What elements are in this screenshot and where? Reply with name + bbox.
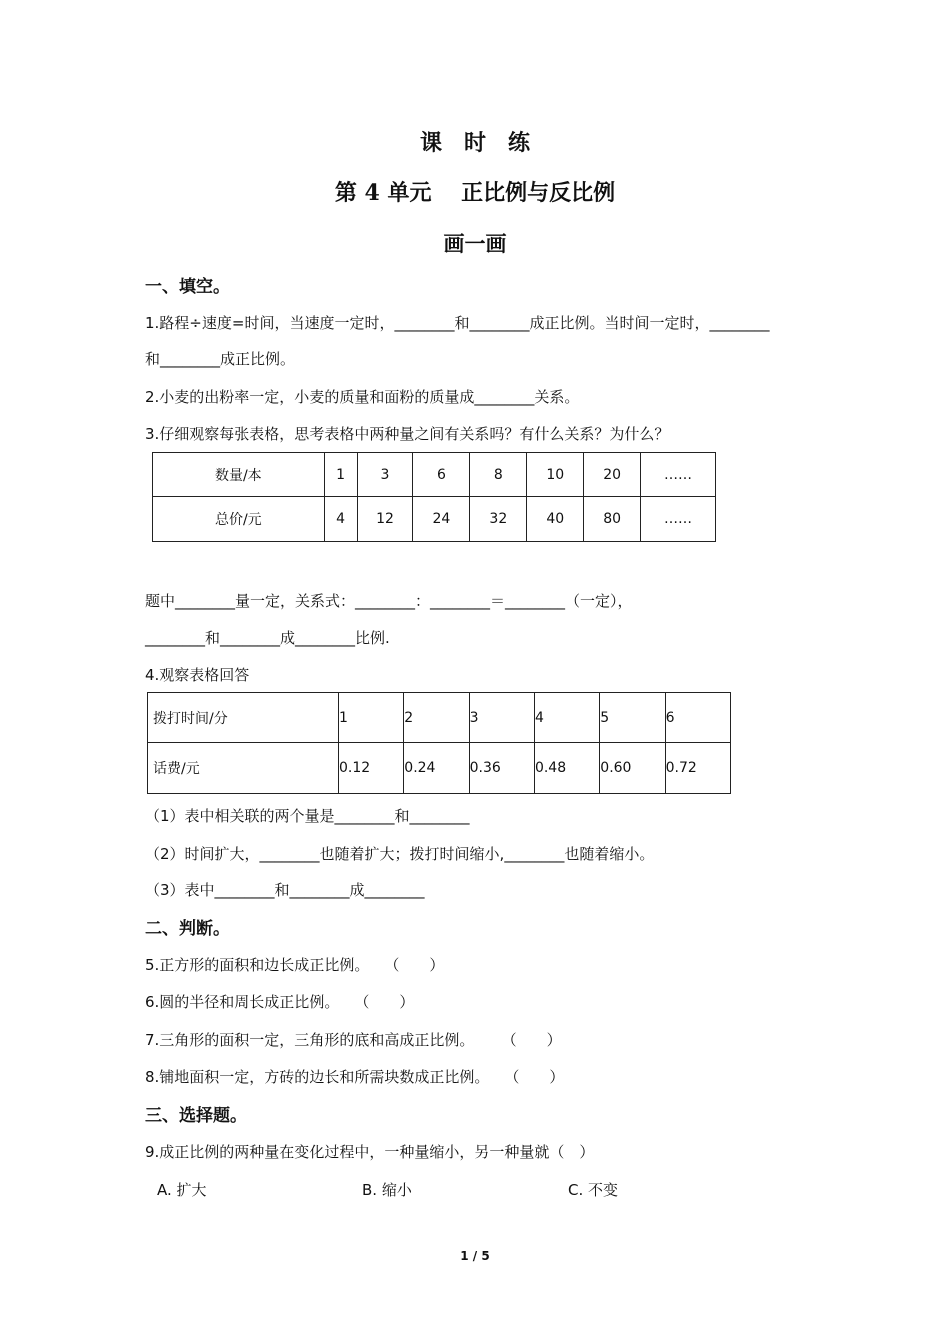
table-cell: 0.60 [600, 743, 665, 794]
option-a: A. 扩大 [157, 1181, 207, 1199]
question-7: 7.三角形的面积一定，三角形的底和高成正比例。 （ ） [145, 1031, 562, 1049]
table-cell: 4 [324, 497, 357, 542]
page-title: 课 时 练 [419, 130, 530, 156]
table-cell: 6 [665, 693, 730, 743]
table-cell: 0.12 [338, 743, 403, 794]
question-1-line-2: 和________成正比例。 [145, 350, 296, 368]
table-cell: 话费/元 [148, 743, 339, 794]
question-3-fill-2: ________和________成________比例. [145, 629, 390, 647]
option-b: B. 缩小 [362, 1181, 412, 1199]
table-cell: 10 [527, 453, 584, 497]
table-row [153, 453, 716, 497]
lesson-title: 画一画 [443, 231, 507, 256]
question-1-line-1: 1.路程÷速度=时间，当速度一定时，________和________成正比例。当时间一定时，________ [145, 314, 770, 332]
section-2-heading: 二、判断。 [145, 919, 230, 939]
table-cell: 3 [469, 693, 534, 743]
table-cell: 总价/元 [153, 497, 325, 542]
table-cell: 0.48 [534, 743, 599, 794]
table-cell: 24 [413, 497, 470, 542]
table-row [153, 497, 716, 542]
unit-title: 第 4 单元 正比例与反比例 [334, 180, 616, 206]
question-4-part-3: （3）表中________和________成________ [145, 881, 425, 899]
question-2: 2.小麦的出粉率一定，小麦的质量和面粉的质量成________关系。 [145, 388, 580, 406]
table-cell: 1 [338, 693, 403, 743]
table-row [148, 743, 731, 794]
table-row [148, 693, 731, 743]
table-cell: 0.72 [665, 743, 730, 794]
table-cell: 8 [470, 453, 527, 497]
table-cell: …… [641, 453, 716, 497]
table-quantity-price [152, 452, 716, 542]
question-5: 5.正方形的面积和边长成正比例。 （ ） [145, 956, 445, 974]
question-3-fill-1: 题中________量一定，关系式：________：________＝________（一定）， [145, 592, 633, 610]
table-call-fee [147, 692, 731, 794]
page-number: 1 / 5 [460, 1249, 490, 1263]
question-4: 4.观察表格回答 [145, 666, 250, 684]
table-cell: 20 [584, 453, 641, 497]
question-8: 8.铺地面积一定，方砖的边长和所需块数成正比例。 （ ） [145, 1068, 565, 1086]
table-cell: 5 [600, 693, 665, 743]
table-cell: 拨打时间/分 [148, 693, 339, 743]
question-4-part-1: （1）表中相关联的两个量是________和________ [145, 807, 470, 825]
question-6: 6.圆的半径和周长成正比例。 （ ） [145, 993, 415, 1011]
table-cell: 32 [470, 497, 527, 542]
section-1-heading: 一、填空。 [145, 277, 230, 297]
table-cell: 数量/本 [153, 453, 325, 497]
table-cell: 0.24 [404, 743, 469, 794]
table-cell: 1 [324, 453, 357, 497]
table-cell: 2 [404, 693, 469, 743]
table-cell: 4 [534, 693, 599, 743]
question-9: 9.成正比例的两种量在变化过程中，一种量缩小，另一种量就（ ） [145, 1143, 595, 1161]
table-cell: …… [641, 497, 716, 542]
option-c: C. 不变 [568, 1181, 619, 1199]
section-3-heading: 三、选择题。 [145, 1106, 247, 1126]
table-cell: 40 [527, 497, 584, 542]
question-3: 3.仔细观察每张表格，思考表格中两种量之间有关系吗？有什么关系？为什么？ [145, 425, 670, 443]
table-cell: 80 [584, 497, 641, 542]
table-cell: 12 [357, 497, 413, 542]
table-cell: 3 [357, 453, 413, 497]
table-cell: 0.36 [469, 743, 534, 794]
question-4-part-2: （2）时间扩大，________也随着扩大；拨打时间缩小,________也随着缩小。 [145, 845, 655, 863]
table-cell: 6 [413, 453, 470, 497]
